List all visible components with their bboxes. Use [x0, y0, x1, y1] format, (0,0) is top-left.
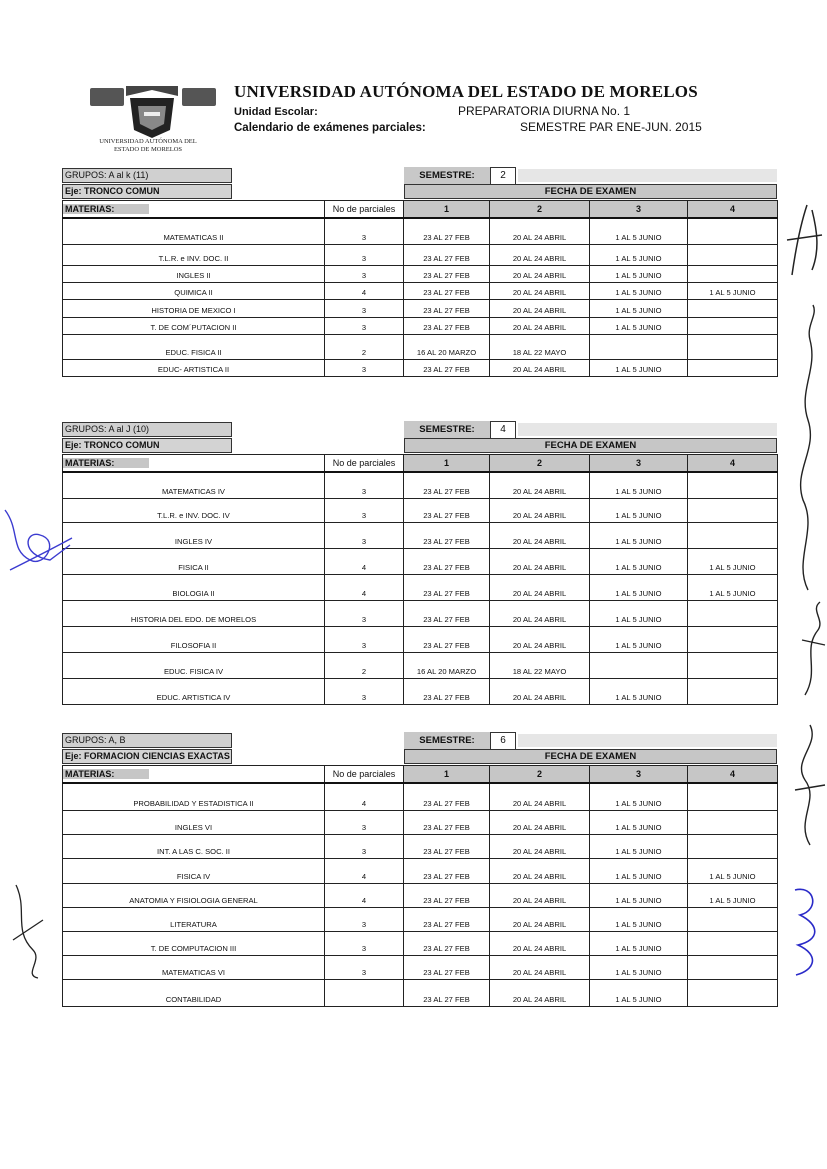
fecha-2-cell: 20 AL 24 ABRIL: [490, 626, 590, 652]
fecha-1-cell: 23 AL 27 FEB: [404, 317, 490, 334]
table-row: [63, 317, 778, 334]
table-row: [63, 979, 778, 1006]
fecha-3-cell: 1 AL 5 JUNIO: [590, 783, 688, 810]
fecha-3-cell: 1 AL 5 JUNIO: [590, 548, 688, 574]
fecha-3-cell: 1 AL 5 JUNIO: [590, 955, 688, 979]
fecha-1-cell: 23 AL 27 FEB: [404, 678, 490, 704]
fecha-4-cell: [688, 244, 778, 265]
table-row: [63, 472, 778, 498]
table-row: [63, 334, 778, 359]
fecha-4-cell: [688, 783, 778, 810]
materia-cell: ANATOMIA Y FISIOLOGIA GENERAL: [63, 883, 325, 907]
table-row: [63, 574, 778, 600]
parciales-cell: 3: [325, 955, 404, 979]
fecha-4-cell: [688, 359, 778, 376]
calendario-label: Calendario de exámenes parciales:: [234, 122, 426, 134]
fecha-2-cell: 18 AL 22 MAYO: [490, 334, 590, 359]
fecha-3-cell: 1 AL 5 JUNIO: [590, 218, 688, 244]
fecha-1-cell: 23 AL 27 FEB: [404, 834, 490, 858]
table-row: [63, 678, 778, 704]
fecha-2-cell: 20 AL 24 ABRIL: [490, 317, 590, 334]
materia-cell: EDUC- ARTISTICA II: [63, 359, 325, 376]
fecha-3-cell: 1 AL 5 JUNIO: [590, 678, 688, 704]
fecha-1-cell: 16 AL 20 MARZO: [404, 652, 490, 678]
table-header-row: [63, 766, 778, 784]
fecha-4-cell: 1 AL 5 JUNIO: [688, 574, 778, 600]
fecha-3-cell: 1 AL 5 JUNIO: [590, 359, 688, 376]
fecha-2-cell: 20 AL 24 ABRIL: [490, 522, 590, 548]
materia-cell: T.L.R. e INV. DOC. IV: [63, 498, 325, 522]
fecha-4-cell: [688, 472, 778, 498]
table-row: [63, 548, 778, 574]
fecha-4-cell: [688, 907, 778, 931]
materias-header-label: MATERIAS:: [63, 769, 149, 779]
materia-cell: EDUC. FISICA II: [63, 334, 325, 359]
fecha-4-cell: [688, 299, 778, 317]
table-row: [63, 299, 778, 317]
signature-icon: [788, 300, 827, 600]
table-row: [63, 810, 778, 834]
parciales-cell: 3: [325, 299, 404, 317]
fecha-examen-header: FECHA DE EXAMEN: [404, 184, 777, 199]
parciales-cell: 3: [325, 626, 404, 652]
semestre-strip: [518, 734, 777, 747]
table-row: [63, 931, 778, 955]
materias-header-label: MATERIAS:: [63, 204, 149, 214]
parciales-cell: 3: [325, 359, 404, 376]
fecha-2-cell: 20 AL 24 ABRIL: [490, 810, 590, 834]
fecha-1-cell: 23 AL 27 FEB: [404, 883, 490, 907]
fecha-3-cell: 1 AL 5 JUNIO: [590, 265, 688, 282]
fecha-3-cell: [590, 652, 688, 678]
fecha-4-cell: 1 AL 5 JUNIO: [688, 548, 778, 574]
fecha-1-cell: 23 AL 27 FEB: [404, 265, 490, 282]
fecha-3-cell: 1 AL 5 JUNIO: [590, 626, 688, 652]
unidad-value: PREPARATORIA DIURNA No. 1: [458, 104, 631, 118]
semestre-label: SEMESTRE:: [404, 421, 490, 438]
fecha-3-cell: 1 AL 5 JUNIO: [590, 979, 688, 1006]
fecha-4-cell: 1 AL 5 JUNIO: [688, 883, 778, 907]
materia-cell: MATEMATICAS VI: [63, 955, 325, 979]
fecha-2-cell: 20 AL 24 ABRIL: [490, 931, 590, 955]
fecha-4-cell: 1 AL 5 JUNIO: [688, 282, 778, 299]
materia-cell: MATEMATICAS IV: [63, 472, 325, 498]
parciales-cell: 3: [325, 317, 404, 334]
parciales-cell: 4: [325, 574, 404, 600]
fecha-2-cell: 20 AL 24 ABRIL: [490, 548, 590, 574]
materia-cell: INGLES IV: [63, 522, 325, 548]
parciales-cell: 3: [325, 931, 404, 955]
fecha-4-cell: [688, 955, 778, 979]
fecha-3-cell: 1 AL 5 JUNIO: [590, 522, 688, 548]
materia-cell: FILOSOFIA II: [63, 626, 325, 652]
fecha-1-cell: 16 AL 20 MARZO: [404, 334, 490, 359]
fecha-1-cell: 23 AL 27 FEB: [404, 359, 490, 376]
fecha-2-cell: 20 AL 24 ABRIL: [490, 600, 590, 626]
fecha-1-cell: 23 AL 27 FEB: [404, 472, 490, 498]
fecha-4-cell: [688, 652, 778, 678]
parciales-header: No de parciales: [325, 766, 404, 784]
table-header-row: [63, 455, 778, 473]
table-row: [63, 282, 778, 299]
fecha-1-cell: 23 AL 27 FEB: [404, 282, 490, 299]
fecha-4-cell: [688, 626, 778, 652]
col-3-header: 3: [590, 455, 688, 473]
semestre-value: 2: [490, 167, 516, 185]
parciales-cell: 4: [325, 858, 404, 883]
semestre-strip: [518, 423, 777, 436]
materias-header: [63, 766, 325, 784]
table-row: [63, 955, 778, 979]
parciales-cell: 3: [325, 522, 404, 548]
seal-caption-line-1: UNIVERSIDAD AUTÓNOMA DEL: [99, 138, 197, 145]
col-4-header: 4: [688, 455, 778, 473]
eje-label: Eje: TRONCO COMUN: [62, 184, 232, 199]
materia-cell: INT. A LAS C. SOC. II: [63, 834, 325, 858]
fecha-1-cell: 23 AL 27 FEB: [404, 955, 490, 979]
fecha-2-cell: 20 AL 24 ABRIL: [490, 244, 590, 265]
materia-cell: FISICA II: [63, 548, 325, 574]
fecha-examen-header: FECHA DE EXAMEN: [404, 749, 777, 764]
table-row: [63, 498, 778, 522]
university-title: UNIVERSIDAD AUTÓNOMA DEL ESTADO DE MORELOS: [234, 82, 698, 101]
fecha-2-cell: 20 AL 24 ABRIL: [490, 359, 590, 376]
fecha-3-cell: [590, 334, 688, 359]
parciales-cell: 4: [325, 282, 404, 299]
table-row: [63, 858, 778, 883]
table-row: [63, 600, 778, 626]
col-2-header: 2: [490, 766, 590, 784]
fecha-1-cell: 23 AL 27 FEB: [404, 979, 490, 1006]
semestre-value: 6: [490, 732, 516, 750]
fecha-3-cell: 1 AL 5 JUNIO: [590, 472, 688, 498]
fecha-3-cell: 1 AL 5 JUNIO: [590, 907, 688, 931]
table-row: [63, 359, 778, 376]
fecha-3-cell: 1 AL 5 JUNIO: [590, 244, 688, 265]
fecha-2-cell: 20 AL 24 ABRIL: [490, 282, 590, 299]
fecha-3-cell: 1 AL 5 JUNIO: [590, 498, 688, 522]
signature-icon: [790, 870, 827, 980]
semestre-label: SEMESTRE:: [404, 732, 490, 749]
table-row: [63, 218, 778, 244]
fecha-1-cell: 23 AL 27 FEB: [404, 299, 490, 317]
table-row: [63, 783, 778, 810]
parciales-cell: [325, 979, 404, 1006]
materia-cell: EDUC. ARTISTICA IV: [63, 678, 325, 704]
fecha-4-cell: [688, 678, 778, 704]
fecha-2-cell: 20 AL 24 ABRIL: [490, 218, 590, 244]
table-row: [63, 522, 778, 548]
col-3-header: 3: [590, 766, 688, 784]
materia-cell: BIOLOGIA II: [63, 574, 325, 600]
fecha-3-cell: 1 AL 5 JUNIO: [590, 931, 688, 955]
materias-header: [63, 455, 325, 473]
fecha-1-cell: 23 AL 27 FEB: [404, 218, 490, 244]
fecha-3-cell: 1 AL 5 JUNIO: [590, 299, 688, 317]
signature-icon: [800, 600, 827, 700]
fecha-1-cell: 23 AL 27 FEB: [404, 858, 490, 883]
fecha-4-cell: [688, 334, 778, 359]
fecha-1-cell: 23 AL 27 FEB: [404, 810, 490, 834]
fecha-4-cell: [688, 979, 778, 1006]
fecha-2-cell: 20 AL 24 ABRIL: [490, 574, 590, 600]
fecha-4-cell: [688, 265, 778, 282]
col-4-header: 4: [688, 201, 778, 219]
signature-icon: [8, 880, 48, 980]
fecha-1-cell: 23 AL 27 FEB: [404, 626, 490, 652]
materia-cell: FISICA IV: [63, 858, 325, 883]
parciales-header: No de parciales: [325, 201, 404, 219]
semestre-label: SEMESTRE:: [404, 167, 490, 184]
materia-cell: T. DE COM´PUTACION II: [63, 317, 325, 334]
parciales-header: No de parciales: [325, 455, 404, 473]
fecha-3-cell: 1 AL 5 JUNIO: [590, 600, 688, 626]
fecha-4-cell: [688, 600, 778, 626]
fecha-1-cell: 23 AL 27 FEB: [404, 548, 490, 574]
fecha-2-cell: 20 AL 24 ABRIL: [490, 858, 590, 883]
fecha-4-cell: [688, 834, 778, 858]
semestre-value: 4: [490, 421, 516, 439]
fecha-3-cell: 1 AL 5 JUNIO: [590, 810, 688, 834]
fecha-1-cell: 23 AL 27 FEB: [404, 244, 490, 265]
table-row: [63, 834, 778, 858]
fecha-3-cell: 1 AL 5 JUNIO: [590, 317, 688, 334]
fecha-2-cell: 18 AL 22 MAYO: [490, 652, 590, 678]
materia-cell: QUIMICA II: [63, 282, 325, 299]
fecha-3-cell: 1 AL 5 JUNIO: [590, 834, 688, 858]
exam-table: [62, 200, 778, 377]
parciales-cell: 3: [325, 810, 404, 834]
table-row: [63, 907, 778, 931]
fecha-1-cell: 23 AL 27 FEB: [404, 574, 490, 600]
fecha-4-cell: [688, 931, 778, 955]
grupos-label: GRUPOS: A al J (10): [62, 422, 232, 437]
table-row: [63, 265, 778, 282]
fecha-4-cell: [688, 810, 778, 834]
signature-icon: [782, 200, 827, 280]
parciales-cell: 3: [325, 907, 404, 931]
parciales-cell: 2: [325, 334, 404, 359]
table-header-row: [63, 201, 778, 219]
parciales-cell: 3: [325, 600, 404, 626]
fecha-2-cell: 20 AL 24 ABRIL: [490, 678, 590, 704]
parciales-cell: 4: [325, 783, 404, 810]
parciales-cell: 3: [325, 834, 404, 858]
materia-cell: LITERATURA: [63, 907, 325, 931]
fecha-4-cell: [688, 218, 778, 244]
document-header: [86, 84, 726, 160]
fecha-1-cell: 23 AL 27 FEB: [404, 907, 490, 931]
materia-cell: T. DE COMPUTACION III: [63, 931, 325, 955]
parciales-cell: 3: [325, 265, 404, 282]
col-2-header: 2: [490, 201, 590, 219]
fecha-1-cell: 23 AL 27 FEB: [404, 600, 490, 626]
fecha-3-cell: 1 AL 5 JUNIO: [590, 858, 688, 883]
unidad-label: Unidad Escolar:: [234, 106, 318, 118]
fecha-1-cell: 23 AL 27 FEB: [404, 522, 490, 548]
fecha-2-cell: 20 AL 24 ABRIL: [490, 265, 590, 282]
materia-cell: MATEMATICAS II: [63, 218, 325, 244]
fecha-3-cell: 1 AL 5 JUNIO: [590, 574, 688, 600]
seal-caption-line-2: ESTADO DE MORELOS: [113, 146, 183, 153]
semestre-strip: [518, 169, 777, 182]
grupos-label: GRUPOS: A al k (11): [62, 168, 232, 183]
eje-label: Eje: FORMACION CIENCIAS EXACTAS: [62, 749, 232, 764]
col-2-header: 2: [490, 455, 590, 473]
parciales-cell: 2: [325, 652, 404, 678]
materia-cell: INGLES VI: [63, 810, 325, 834]
exam-table: [62, 765, 778, 1007]
fecha-2-cell: 20 AL 24 ABRIL: [490, 979, 590, 1006]
fecha-2-cell: 20 AL 24 ABRIL: [490, 498, 590, 522]
table-row: [63, 626, 778, 652]
eje-label: Eje: TRONCO COMUN: [62, 438, 232, 453]
parciales-cell: 3: [325, 472, 404, 498]
materia-cell: INGLES II: [63, 265, 325, 282]
signature-icon: [790, 720, 827, 850]
fecha-2-cell: 20 AL 24 ABRIL: [490, 472, 590, 498]
fecha-4-cell: 1 AL 5 JUNIO: [688, 858, 778, 883]
materia-cell: EDUC. FISICA IV: [63, 652, 325, 678]
fecha-3-cell: 1 AL 5 JUNIO: [590, 282, 688, 299]
materia-cell: CONTABILIDAD: [63, 979, 325, 1006]
parciales-cell: 4: [325, 548, 404, 574]
fecha-2-cell: 20 AL 24 ABRIL: [490, 883, 590, 907]
col-4-header: 4: [688, 766, 778, 784]
fecha-examen-header: FECHA DE EXAMEN: [404, 438, 777, 453]
grupos-label: GRUPOS: A, B: [62, 733, 232, 748]
fecha-1-cell: 23 AL 27 FEB: [404, 783, 490, 810]
parciales-cell: 3: [325, 678, 404, 704]
materias-header: [63, 201, 325, 219]
calendario-value: SEMESTRE PAR ENE-JUN. 2015: [520, 120, 702, 134]
parciales-cell: 4: [325, 883, 404, 907]
fecha-2-cell: 20 AL 24 ABRIL: [490, 783, 590, 810]
materias-header-label: MATERIAS:: [63, 458, 149, 468]
fecha-4-cell: [688, 498, 778, 522]
fecha-1-cell: 23 AL 27 FEB: [404, 498, 490, 522]
fecha-2-cell: 20 AL 24 ABRIL: [490, 907, 590, 931]
table-row: [63, 883, 778, 907]
fecha-2-cell: 20 AL 24 ABRIL: [490, 955, 590, 979]
materia-cell: PROBABILIDAD Y ESTADISTICA II: [63, 783, 325, 810]
parciales-cell: 3: [325, 498, 404, 522]
exam-table: [62, 454, 778, 705]
materia-cell: HISTORIA DE MEXICO I: [63, 299, 325, 317]
parciales-cell: 3: [325, 218, 404, 244]
fecha-2-cell: 20 AL 24 ABRIL: [490, 299, 590, 317]
materia-cell: T.L.R. e INV. DOC. II: [63, 244, 325, 265]
seal-caption: [86, 138, 210, 154]
table-row: [63, 244, 778, 265]
materia-cell: HISTORIA DEL EDO. DE MORELOS: [63, 600, 325, 626]
col-1-header: 1: [404, 455, 490, 473]
fecha-3-cell: 1 AL 5 JUNIO: [590, 883, 688, 907]
fecha-2-cell: 20 AL 24 ABRIL: [490, 834, 590, 858]
col-1-header: 1: [404, 201, 490, 219]
fecha-4-cell: [688, 522, 778, 548]
table-row: [63, 652, 778, 678]
fecha-1-cell: 23 AL 27 FEB: [404, 931, 490, 955]
col-1-header: 1: [404, 766, 490, 784]
col-3-header: 3: [590, 201, 688, 219]
parciales-cell: 3: [325, 244, 404, 265]
fecha-4-cell: [688, 317, 778, 334]
